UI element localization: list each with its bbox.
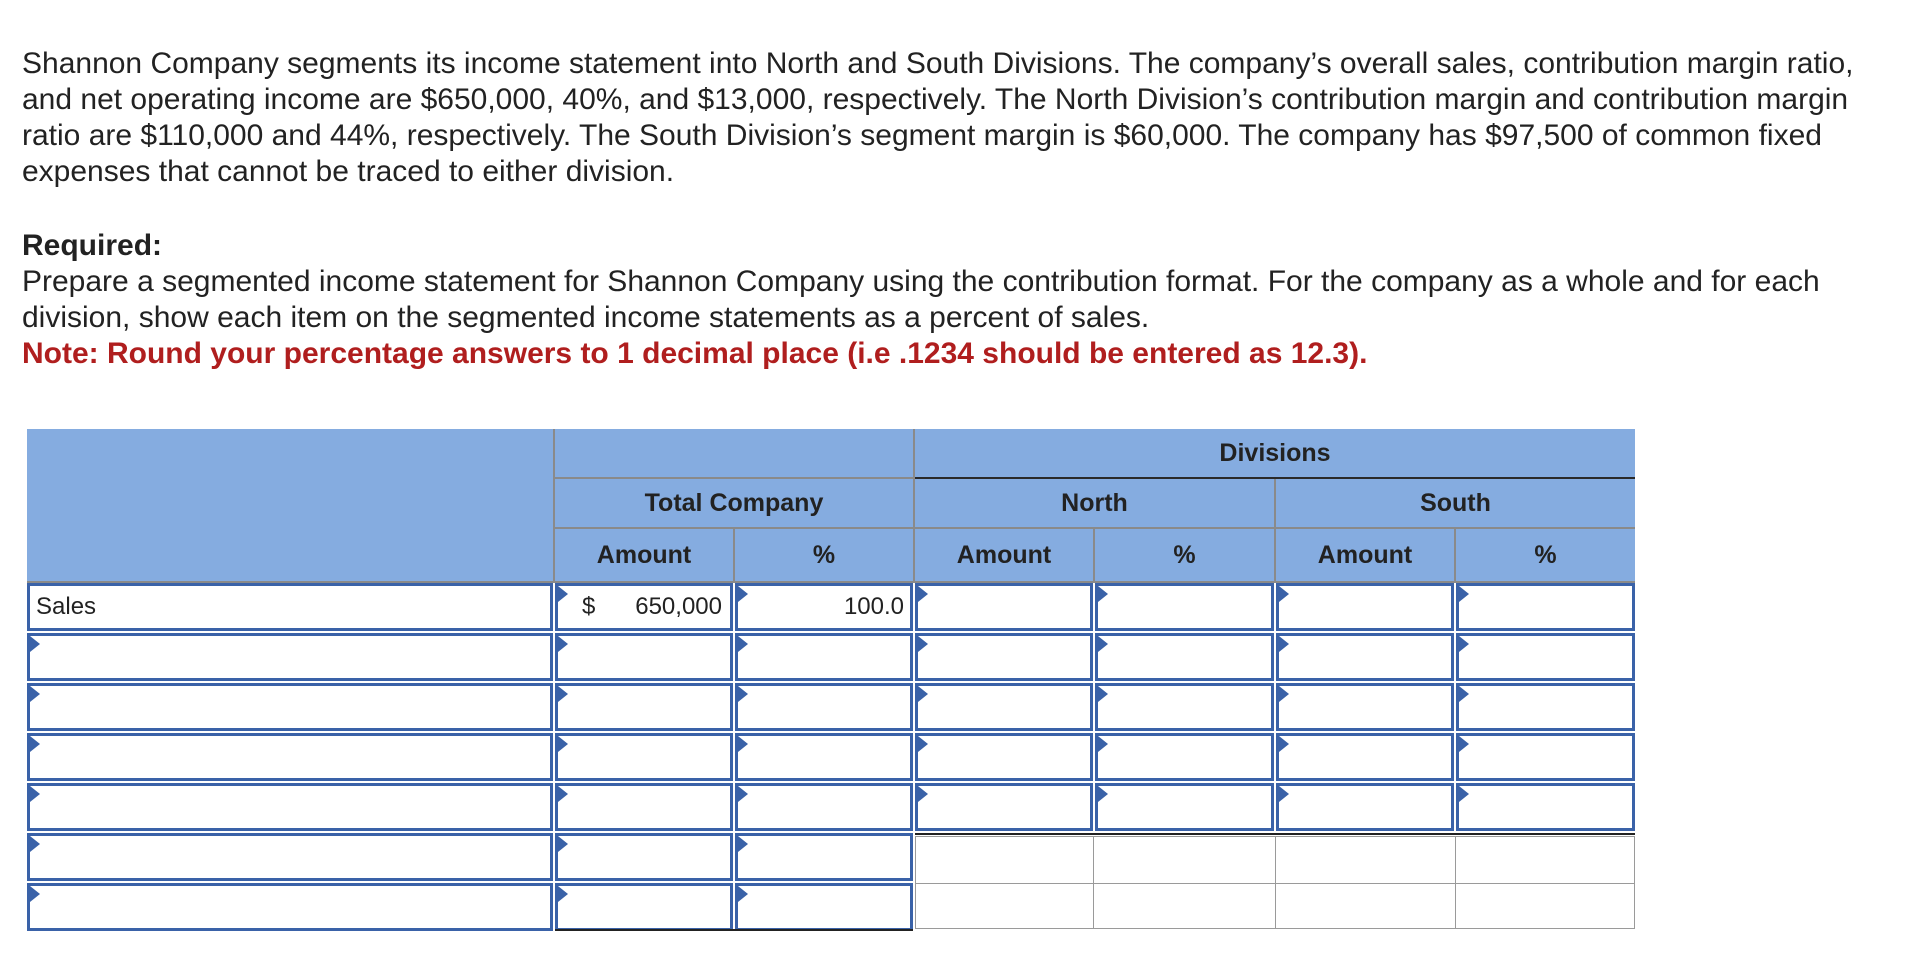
input-marker-icon (738, 586, 748, 602)
row-4-total-percent[interactable] (735, 733, 913, 781)
input-marker-icon (1098, 686, 1108, 702)
input-marker-icon (30, 686, 40, 702)
input-marker-icon (1279, 786, 1289, 802)
input-marker-icon (918, 586, 928, 602)
row-2-total-percent[interactable] (735, 633, 913, 681)
row-1-total-percent-value: 100.0 (843, 593, 904, 620)
problem-statement (22, 46, 1892, 190)
row-7-total-amount[interactable] (555, 883, 733, 931)
row-5-north-percent[interactable] (1095, 783, 1274, 831)
label-column-header (27, 429, 553, 581)
required-text: Prepare a segmented income statement for Shannon Company using the contribution format. For the company as a whole and for each division, show each item on the segmented income statements as a percent of sales. (22, 265, 1820, 334)
row-4-south-percent[interactable] (1456, 733, 1635, 781)
input-marker-icon (738, 736, 748, 752)
row-6-north-amount-blank (915, 836, 1094, 884)
input-marker-icon (1098, 786, 1108, 802)
input-marker-icon (30, 736, 40, 752)
row-6-total-amount[interactable] (555, 833, 733, 881)
row-3-south-percent[interactable] (1456, 683, 1635, 731)
row-2-label[interactable] (27, 633, 553, 681)
row-7-north-percent-blank (1093, 883, 1276, 929)
south-percent-header: % (1456, 529, 1635, 581)
total-amount-header: Amount (555, 529, 733, 581)
input-marker-icon (558, 736, 568, 752)
row-7-total-percent[interactable] (735, 883, 913, 931)
input-marker-icon (738, 786, 748, 802)
row-4-north-amount[interactable] (915, 733, 1093, 781)
row-5-label[interactable] (27, 783, 553, 831)
input-marker-icon (1279, 586, 1289, 602)
input-marker-icon (1459, 636, 1469, 652)
row-1-south-percent[interactable] (1456, 583, 1635, 631)
input-marker-icon (1098, 736, 1108, 752)
rounding-note: Note: Round your percentage answers to 1 decimal place (i.e .1234 should be entered as 12.3). (22, 337, 1368, 370)
row-6-south-percent-blank (1455, 836, 1635, 884)
input-marker-icon (30, 886, 40, 902)
row-3-south-amount[interactable] (1276, 683, 1454, 731)
south-amount-header: Amount (1276, 529, 1454, 581)
row-3-total-amount[interactable] (555, 683, 733, 731)
south-header: South (1276, 479, 1635, 527)
row-3-total-percent[interactable] (735, 683, 913, 731)
input-marker-icon (558, 686, 568, 702)
row-6-south-amount-blank (1275, 836, 1456, 884)
row-1-north-percent[interactable] (1095, 583, 1274, 631)
row-4-total-amount[interactable] (555, 733, 733, 781)
row-3-north-percent[interactable] (1095, 683, 1274, 731)
row-7-south-percent-blank (1455, 883, 1635, 929)
input-marker-icon (918, 786, 928, 802)
row-7-south-amount-blank (1275, 883, 1456, 929)
north-header: North (915, 479, 1274, 527)
row-4-south-amount[interactable] (1276, 733, 1454, 781)
problem-text: Shannon Company segments its income statement into North and South Divisions. The company’s overall sales, contribution margin ratio, and net operating income are $650,000, 40%, and $13,000, respectively. The North Division’s contribution margin and contribution margin ratio are $110,000 and 44%, respectively. The South Division’s segment margin is $60,000. The company has $97,500 of common fixed expenses that cannot be traced to either division. (22, 47, 1854, 188)
row-1-north-amount[interactable] (915, 583, 1093, 631)
input-marker-icon (738, 636, 748, 652)
input-marker-icon (558, 786, 568, 802)
input-marker-icon (918, 736, 928, 752)
input-marker-icon (1279, 736, 1289, 752)
input-marker-icon (738, 836, 748, 852)
row-1-label[interactable] (27, 583, 553, 631)
row-1-label-value: Sales (36, 593, 97, 620)
input-marker-icon (30, 786, 40, 802)
input-marker-icon (918, 686, 928, 702)
row-3-north-amount[interactable] (915, 683, 1093, 731)
input-marker-icon (1098, 636, 1108, 652)
row-5-south-percent[interactable] (1456, 783, 1635, 831)
row-2-north-percent[interactable] (1095, 633, 1274, 681)
input-marker-icon (1459, 686, 1469, 702)
north-percent-header: % (1095, 529, 1274, 581)
input-marker-icon (558, 586, 568, 602)
total-company-top-header (555, 429, 913, 477)
input-marker-icon (558, 636, 568, 652)
row-1-total-amount-value: 650,000 (635, 593, 722, 620)
row-2-north-amount[interactable] (915, 633, 1093, 681)
input-marker-icon (738, 886, 748, 902)
input-marker-icon (918, 636, 928, 652)
row-5-north-amount[interactable] (915, 783, 1093, 831)
row-4-label[interactable] (27, 733, 553, 781)
divisions-header: Divisions (915, 429, 1635, 477)
required-heading: Required: (22, 229, 163, 262)
input-marker-icon (1279, 686, 1289, 702)
row-6-label[interactable] (27, 833, 553, 881)
row-7-north-amount-blank (915, 883, 1094, 929)
row-6-north-percent-blank (1093, 836, 1276, 884)
row-1-south-amount[interactable] (1276, 583, 1454, 631)
row-5-south-amount[interactable] (1276, 783, 1454, 831)
row-2-south-amount[interactable] (1276, 633, 1454, 681)
input-marker-icon (1279, 636, 1289, 652)
row-6-total-percent[interactable] (735, 833, 913, 881)
total-company-header: Total Company (555, 479, 913, 527)
row-1-total-percent[interactable] (735, 583, 913, 631)
currency-symbol: $ (582, 593, 596, 620)
row-3-label[interactable] (27, 683, 553, 731)
row-2-south-percent[interactable] (1456, 633, 1635, 681)
row-1-total-amount[interactable] (555, 583, 733, 631)
input-marker-icon (30, 636, 40, 652)
input-marker-icon (738, 686, 748, 702)
input-marker-icon (1459, 736, 1469, 752)
row-5-total-amount[interactable] (555, 783, 733, 831)
row-4-north-percent[interactable] (1095, 733, 1274, 781)
north-amount-header: Amount (915, 529, 1093, 581)
input-marker-icon (558, 886, 568, 902)
input-marker-icon (1098, 586, 1108, 602)
input-marker-icon (1459, 786, 1469, 802)
segmented-income-statement-table (27, 429, 1635, 929)
total-percent-header: % (735, 529, 913, 581)
input-marker-icon (1459, 586, 1469, 602)
row-5-total-percent[interactable] (735, 783, 913, 831)
row-7-label[interactable] (27, 883, 553, 931)
input-marker-icon (30, 836, 40, 852)
row-2-total-amount[interactable] (555, 633, 733, 681)
input-marker-icon (558, 836, 568, 852)
